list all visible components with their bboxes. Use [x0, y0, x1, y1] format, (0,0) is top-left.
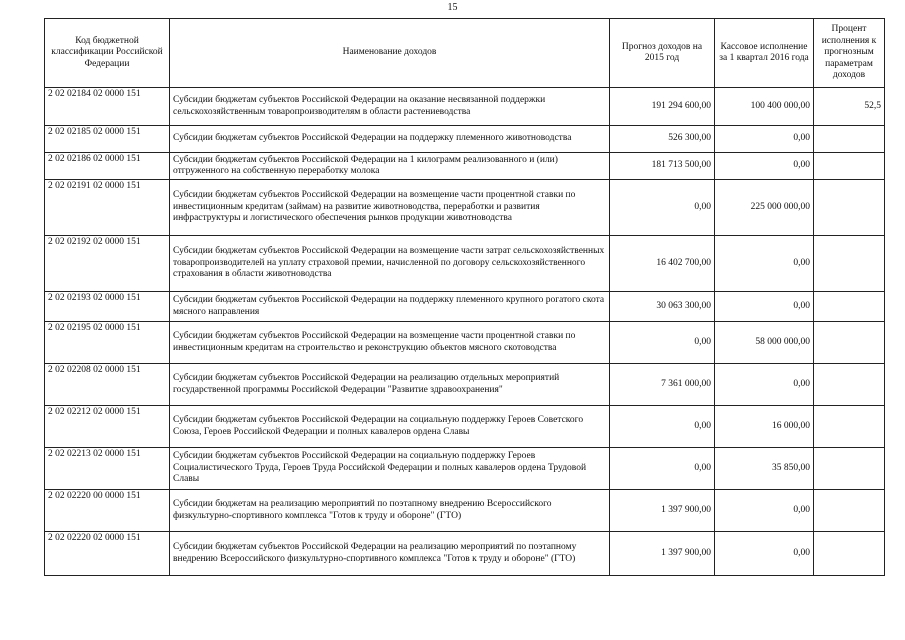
row-cash: 0,00: [715, 153, 814, 180]
row-cash: 0,00: [715, 364, 814, 406]
row-percent: [814, 406, 885, 448]
row-code: 2 02 02185 02 0000 151: [45, 126, 170, 153]
row-cash: 0,00: [715, 292, 814, 322]
row-cash: 0,00: [715, 490, 814, 532]
row-forecast: 0,00: [610, 322, 715, 364]
header-name: Наименование доходов: [170, 19, 610, 88]
header-percent: Процент исполнения к прогнозным параметрам доходов: [814, 19, 885, 88]
table-header-row: [45, 19, 885, 88]
row-name: Субсидии бюджетам субъектов Российской Федерации на социальную поддержку Героев Советского Союза, Героев Российской Федерации и полных кавалеров ордена Славы: [170, 406, 610, 448]
row-name: Субсидии бюджетам субъектов Российской Федерации на оказание несвязанной поддержки сельскохозяйственным товаропроизводителям в области растениеводства: [170, 88, 610, 126]
row-percent: [814, 126, 885, 153]
row-percent: [814, 322, 885, 364]
row-forecast: 1 397 900,00: [610, 532, 715, 576]
row-code: 2 02 02220 02 0000 151: [45, 532, 170, 576]
table-row: [45, 153, 885, 180]
table-row: [45, 448, 885, 490]
table-row: [45, 292, 885, 322]
row-code: 2 02 02192 02 0000 151: [45, 236, 170, 292]
row-name: Субсидии бюджетам на реализацию мероприятий по поэтапному внедрению Всероссийского физкультурно-спортивного комплекса "Готов к труду и обороне" (ГТО): [170, 490, 610, 532]
row-cash: 100 400 000,00: [715, 88, 814, 126]
row-cash: 0,00: [715, 236, 814, 292]
row-forecast: 526 300,00: [610, 126, 715, 153]
row-percent: [814, 292, 885, 322]
row-name: Субсидии бюджетам субъектов Российской Федерации на возмещение части процентной ставки по инвестиционным кредитам на строительство и реконструкцию объектов мясного скотоводства: [170, 322, 610, 364]
table-row: [45, 364, 885, 406]
row-code: 2 02 02208 02 0000 151: [45, 364, 170, 406]
row-percent: 52,5: [814, 88, 885, 126]
row-forecast: 0,00: [610, 180, 715, 236]
row-code: 2 02 02212 02 0000 151: [45, 406, 170, 448]
row-cash: 58 000 000,00: [715, 322, 814, 364]
row-code: 2 02 02220 00 0000 151: [45, 490, 170, 532]
row-forecast: 191 294 600,00: [610, 88, 715, 126]
row-cash: 0,00: [715, 532, 814, 576]
row-name: Субсидии бюджетам субъектов Российской Федерации на реализацию отдельных мероприятий государственной программы Российской Федерации "Развитие здравоохранения": [170, 364, 610, 406]
row-percent: [814, 490, 885, 532]
row-name: Субсидии бюджетам субъектов Российской Федерации на возмещение части затрат сельскохозяйственных товаропроизводителей на уплату страховой премии, начисленной по договору сельскохозяйственного страхования в области животноводства: [170, 236, 610, 292]
row-name: Субсидии бюджетам субъектов Российской Федерации на реализацию мероприятий по поэтапному внедрению Всероссийского физкультурно-спортивного комплекса "Готов к труду и обороне" (ГТО): [170, 532, 610, 576]
revenue-table: [44, 18, 885, 576]
row-percent: [814, 153, 885, 180]
row-forecast: 0,00: [610, 406, 715, 448]
table-row: [45, 532, 885, 576]
row-cash: 35 850,00: [715, 448, 814, 490]
row-code: 2 02 02184 02 0000 151: [45, 88, 170, 126]
row-code: 2 02 02193 02 0000 151: [45, 292, 170, 322]
table-row: [45, 406, 885, 448]
table-row: [45, 88, 885, 126]
page-number: 15: [447, 2, 458, 13]
row-percent: [814, 364, 885, 406]
table-row: [45, 322, 885, 364]
row-name: Субсидии бюджетам субъектов Российской Федерации на социальную поддержку Героев Социалистического Труда, Героев Труда Российской Федерации и полных кавалеров ордена Трудовой Славы: [170, 448, 610, 490]
table-row: [45, 126, 885, 153]
row-forecast: 181 713 500,00: [610, 153, 715, 180]
row-percent: [814, 180, 885, 236]
row-percent: [814, 448, 885, 490]
row-forecast: 16 402 700,00: [610, 236, 715, 292]
row-percent: [814, 236, 885, 292]
row-forecast: 1 397 900,00: [610, 490, 715, 532]
row-forecast: 0,00: [610, 448, 715, 490]
row-forecast: 30 063 300,00: [610, 292, 715, 322]
table-row: [45, 236, 885, 292]
row-code: 2 02 02195 02 0000 151: [45, 322, 170, 364]
row-forecast: 7 361 000,00: [610, 364, 715, 406]
row-cash: 0,00: [715, 126, 814, 153]
row-cash: 225 000 000,00: [715, 180, 814, 236]
header-code: Код бюджетной классификации Российской Федерации: [45, 19, 170, 88]
row-name: Субсидии бюджетам субъектов Российской Федерации на 1 килограмм реализованного и (или) отгруженного на собственную переработку молока: [170, 153, 610, 180]
table-row: [45, 490, 885, 532]
row-name: Субсидии бюджетам субъектов Российской Федерации на поддержку племенного животноводства: [170, 126, 610, 153]
header-cash: Кассовое исполнение за 1 квартал 2016 года: [715, 19, 814, 88]
row-name: Субсидии бюджетам субъектов Российской Федерации на поддержку племенного крупного рогатого скота мясного направления: [170, 292, 610, 322]
header-forecast: Прогноз доходов на 2015 год: [610, 19, 715, 88]
row-cash: 16 000,00: [715, 406, 814, 448]
row-name: Субсидии бюджетам субъектов Российской Федерации на возмещение части процентной ставки по инвестиционным кредитам (займам) на развитие животноводства, переработки и развития инфраструктуры и логистического обеспечения рынков продукции животноводства: [170, 180, 610, 236]
row-code: 2 02 02186 02 0000 151: [45, 153, 170, 180]
row-percent: [814, 532, 885, 576]
row-code: 2 02 02213 02 0000 151: [45, 448, 170, 490]
row-code: 2 02 02191 02 0000 151: [45, 180, 170, 236]
table-row: [45, 180, 885, 236]
